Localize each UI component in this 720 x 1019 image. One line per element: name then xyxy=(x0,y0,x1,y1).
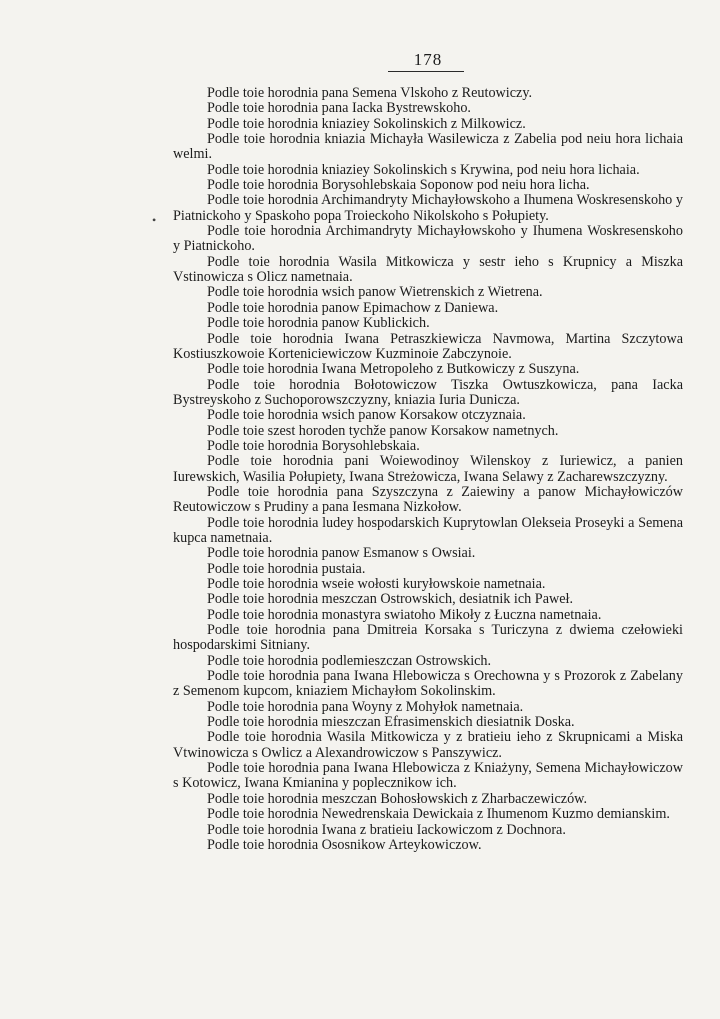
entry: Podle toie horodnia podlemieszczan Ostrowskich. xyxy=(207,652,492,669)
document-body xyxy=(173,86,683,853)
entry: Podle toie horodnia pana Woyny z Mohyłok nametnaia. xyxy=(207,698,524,715)
entry: Podle toie horodnia Iwana z bratieiu Iackowiczom z Dochnora. xyxy=(207,821,566,838)
entry: Podle toie horodnia wsich panow Korsakow otczyznaia. xyxy=(207,407,526,424)
entry: Podle toie horodnia Iwana Petraszkiewicza Navmowa, Martina Szczytowa Kostiuszkowoie Korteniciewiczow Kuzminoie Zabczynoie. xyxy=(173,330,683,362)
entry: Podle toie horodnia panow Esmanow s Owsiai. xyxy=(207,545,476,562)
entry: Podle toie horodnia Ososnikow Arteykowiczow. xyxy=(207,836,482,853)
entry: Podle toie horodnia Newedrenskaia Dewickaia z Ihumenom Kuzmo demianskim. xyxy=(207,806,670,823)
entry: Podle toie horodnia Wasila Mitkowicza y sestr ieho s Krupnicy a Miszka Vstinowicza s Olicz nametnaia. xyxy=(173,253,683,286)
entry: Podle toie horodnia pana Szyszczyna z Zaiewiny a panow Michayłowiczów Reutowiczow s Prudiny a pana Iesmana Nizkołow. xyxy=(173,483,683,516)
entry: Podle toie horodnia pana Semena Vlskoho z Reutowiczy. xyxy=(207,85,533,101)
entry: Podle toie horodnia kniaziey Sokolinskich z Milkowicz. xyxy=(207,115,526,132)
entry: Podle toie horodnia Borysohlebskaia Soponow pod neiu hora licha. xyxy=(207,177,590,194)
entry: Podle toie horodnia Archimandryty Michayłowskoho a Ihumena Woskresenskoho y Piatnickoho y Spaskoho popa Troieckoho Nikolskoho s Połupiety. xyxy=(173,192,683,224)
page-number-rule xyxy=(388,71,464,72)
entry: Podle toie horodnia mieszczan Efrasimenskich diesiatnik Doska. xyxy=(207,714,575,731)
entry: Podle toie horodnia wseie wołosti kuryłowskoie nametnaia. xyxy=(207,576,546,592)
entry: Podle toie horodnia ludey hospodarskich Kuprytowlan Olekseia Proseyki a Semena kupca nametnaia. xyxy=(173,514,683,546)
entry: Podle toie horodnia kniazia Michayła Wasilewicza z Zabelia pod neiu hora lichaia welmi. xyxy=(173,131,683,163)
entry: Podle toie horodnia Archimandryty Michayłowskoho y Ihumena Woskresenskoho y Piatnickoho. xyxy=(173,223,683,255)
entry: Podle toie horodnia panow Kublickich. xyxy=(207,315,430,332)
entry: Podle toie horodnia pana Dmitreia Korsaka s Turiczyna z dwiema czełowieki hospodarskimi Sitniany. xyxy=(173,622,683,654)
margin-mark: • xyxy=(152,213,157,227)
page-number: 178 xyxy=(413,50,443,69)
entry: Podle toie horodnia Borysohlebskaia. xyxy=(207,437,420,454)
entry: Podle toie horodnia monastyra swiatoho Mikoły z Łuczna nametnaia. xyxy=(207,606,602,623)
entry: Podle toie horodnia Bołotowiczow Tiszka Owtuszkowicza, pana Iacka Bystreyskoho z Suchoporowszczyzny, kniazia Iuria Dunicza. xyxy=(173,376,683,408)
entry: Podle toie horodnia pani Woiewodinoy Wilenskoy z Iuriewicz, a panien Iurewskich, Wasilia Połupiety, Iwana Streżowicza, Iwana Selawy z Zacharewszczyzny. xyxy=(173,453,683,485)
entry: Podle toie horodnia pana Iwana Hlebowicza z Kniażyny, Semena Michayłowiczow s Kotowicz, Iwana Kmianina y poplecznikow ich. xyxy=(173,760,683,792)
entry: Podle toie horodnia panow Epimachow z Daniewa. xyxy=(207,299,499,316)
entry: Podle toie horodnia meszczan Ostrowskich, desiatnik ich Paweł. xyxy=(207,591,574,608)
entry: Podle toie horodnia kniaziey Sokolinskich s Krywina, pod neiu hora lichaia. xyxy=(207,161,640,178)
entry: Podle toie horodnia wsich panow Wietrenskich z Wietrena. xyxy=(207,284,543,301)
entry: Podle toie horodnia pana Iacka Bystrewskoho. xyxy=(207,100,471,117)
entry: Podle toie horodnia Iwana Metropoleho z Butkowiczy z Suszyna. xyxy=(207,361,580,378)
entry: Podle toie horodnia pustaia. xyxy=(207,560,366,577)
entry: Podle toie horodnia meszczan Bohosłowskich z Zharbaczewiczów. xyxy=(207,790,588,807)
entry: Podle toie horodnia pana Iwana Hlebowicza s Orechowna y s Prozorok z Zabelany z Semenom kupcom, kniaziem Michayłom Sokolinskim. xyxy=(173,668,683,700)
entry: Podle toie szest horoden tychže panow Korsakow nametnych. xyxy=(207,422,559,439)
entry: Podle toie horodnia Wasila Mitkowicza y z bratieiu ieho z Skrupnicami a Miska Vtwinowicza s Owlicz a Alexandrowiczow s Panszywicz. xyxy=(173,729,683,761)
